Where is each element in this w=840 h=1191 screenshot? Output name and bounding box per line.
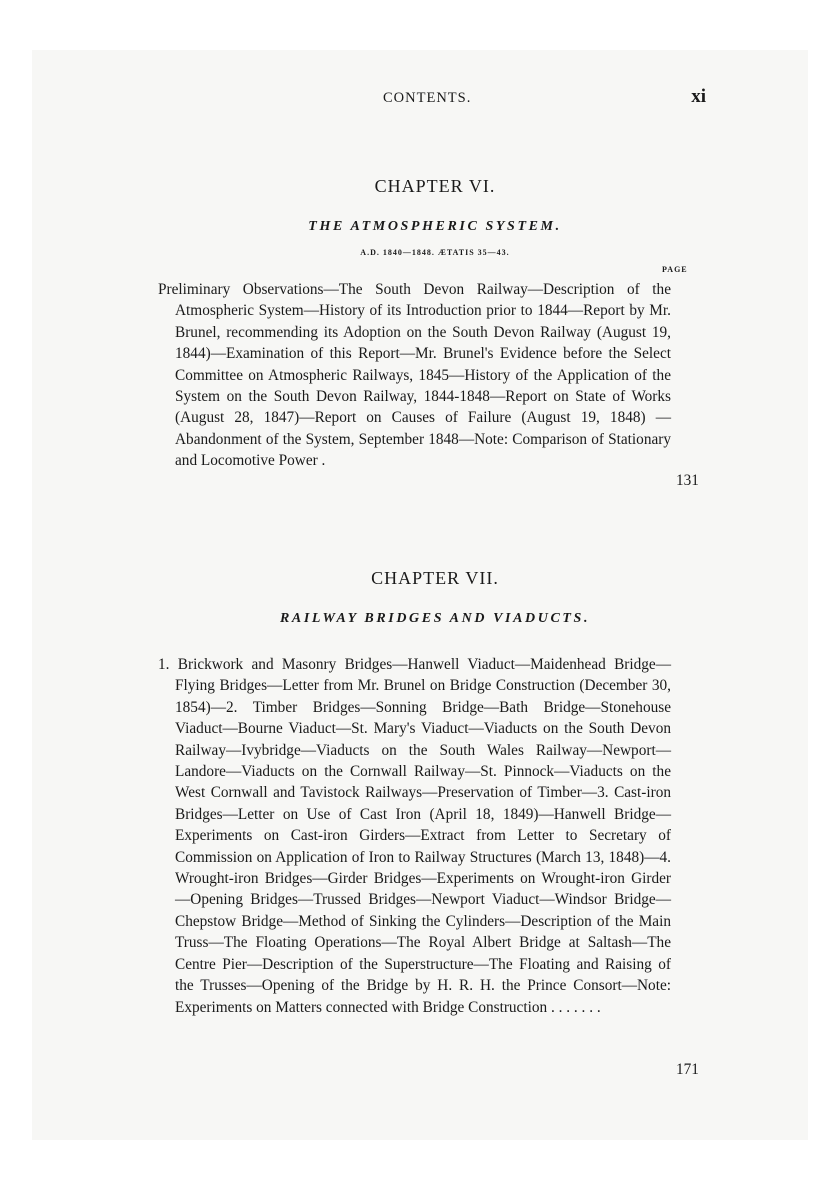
- chapter-7-page: 171: [676, 1061, 699, 1078]
- chapter-6-heading: CHAPTER VI.: [374, 176, 496, 196]
- chapter-6-contents: Preliminary Observations—The South Devon Railway—Description of the Atmospheric System—History of its Introduction prior to 1844—Report by Mr. Brunel, recommending its Adoption on the South Devon Railway (August 19, 1844)—Examination of this Report—Mr. Brunel's Evidence before the Select Committee on Atmospheric Railways, 1845—History of the Application of the System on the South Devon Railway, 1844-1848—Report on State of Works (August 28, 1847)—Report on Causes of Failure (August 19, 1848) — Abandonment of the System, September 1848—Note: Comparison of Stationary and Locomotive Power .: [158, 281, 671, 470]
- running-title: CONTENTS.: [383, 90, 472, 106]
- chapter-6-subtitle: THE ATMOSPHERIC SYSTEM.: [308, 219, 562, 234]
- page-column-label: PAGE: [662, 265, 688, 274]
- chapter-6-dates: A.D. 1840—1848. ÆTATIS 35—43.: [360, 248, 510, 257]
- chapter-6-page: 131: [676, 472, 699, 489]
- chapter-7-heading: CHAPTER VII.: [371, 568, 499, 588]
- chapter-7-subtitle: RAILWAY BRIDGES AND VIADUCTS.: [279, 611, 591, 626]
- page-number: xi: [691, 86, 706, 107]
- chapter-7-contents: 1. Brickwork and Masonry Bridges—Hanwell Viaduct—Maidenhead Bridge—Flying Bridges—Letter from Mr. Brunel on Bridge Construction (December 30, 1854)—2. Timber Bridges—Sonning Bridge—Bath Bridge—Stonehouse Viaduct—Bourne Viaduct—St. Mary's Viaduct—Viaducts on the South Devon Railway—Ivybridge—Viaducts on the South Wales Railway—Newport—Landore—Viaducts on the Cornwall Railway—St. Pinnock—Viaducts on the West Cornwall and Tavistock Railways—Preservation of Timber—3. Cast-iron Bridges—Letter on Use of Cast Iron (April 18, 1849)—Hanwell Bridge—Experiments on Cast-iron Girders—Extract from Letter to Secretary of Commission on Application of Iron to Railway Structures (March 13, 1848)—4. Wrought-iron Bridges—Girder Bridges—Experiments on Wrought-iron Girder—Opening Bridges—Trussed Bridges—Newport Viaduct—Windsor Bridge—Chepstow Bridge—Method of Sinking the Cylinders—Description of the Main Truss—The Floating Operations—The Royal Albert Bridge at Saltash—The Centre Pier—Description of the Superstructure—The Floating and Raising of the Trusses—Opening of the Bridge by H. R. H. the Prince Consort—Note: Experiments on Matters connected with Bridge Construction . . . . . . .: [158, 656, 671, 1016]
